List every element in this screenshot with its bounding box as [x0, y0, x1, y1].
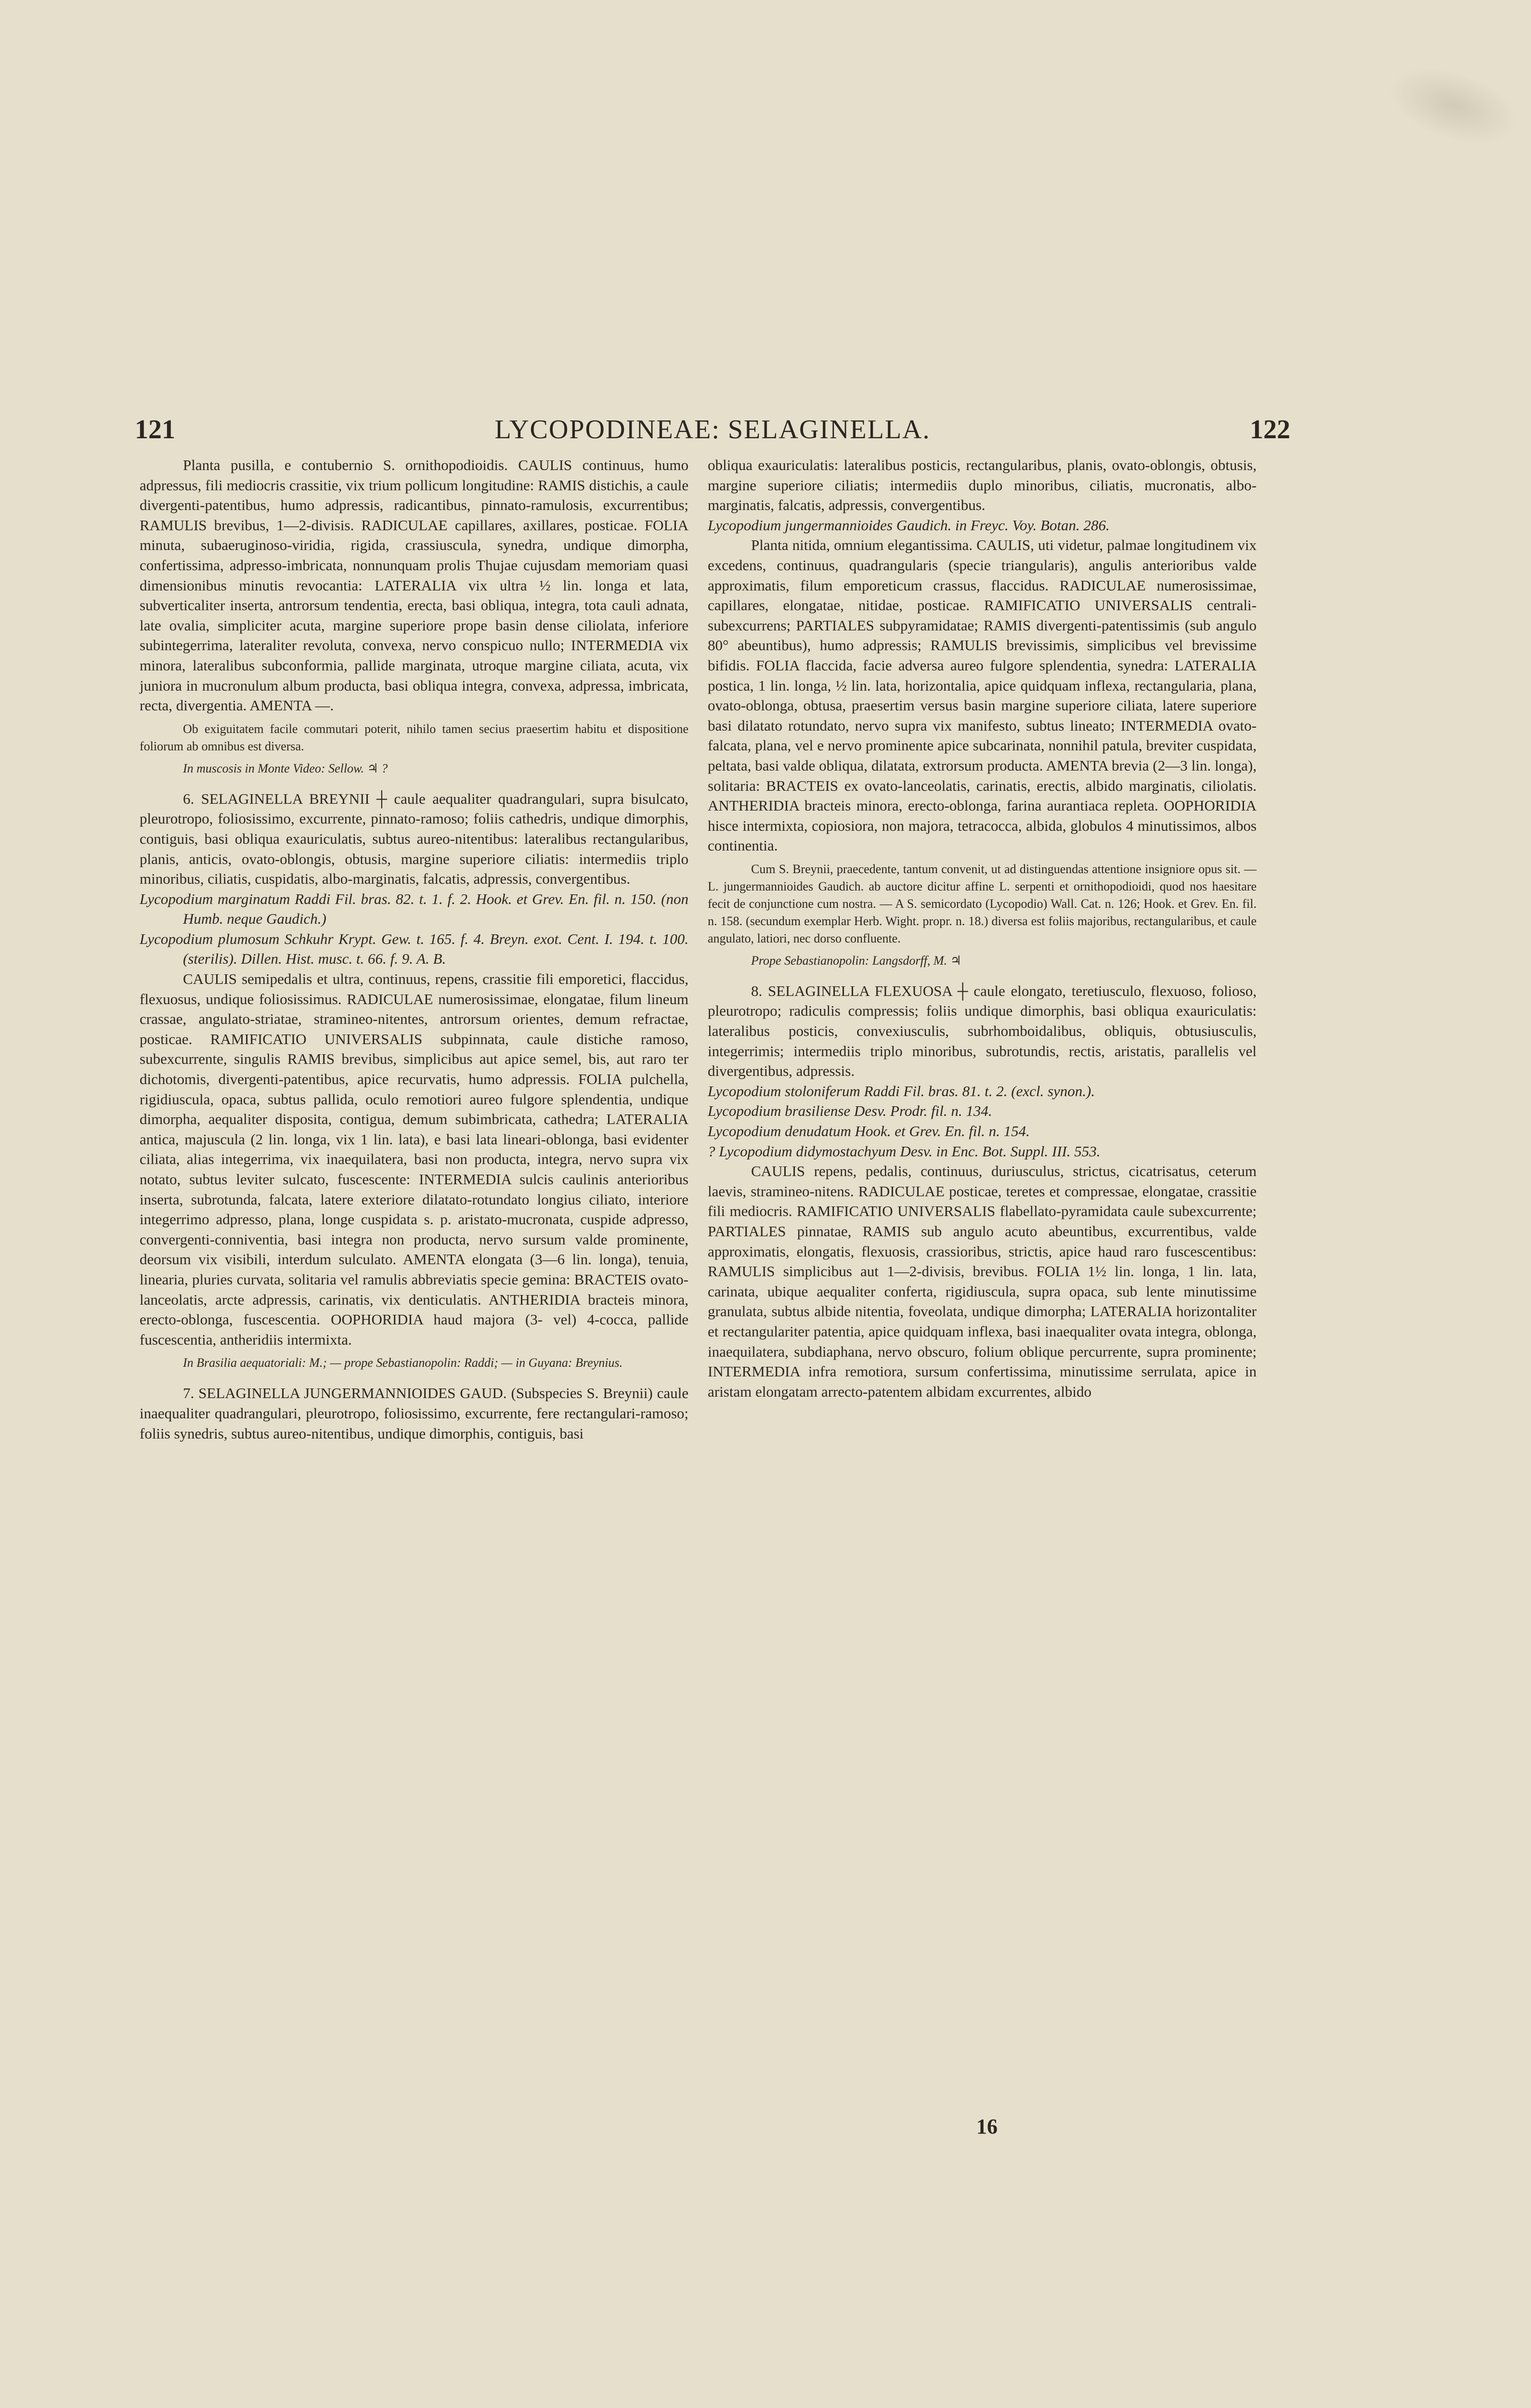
page-header — [135, 414, 1290, 458]
synonym: Lycopodium marginatum Raddi Fil. bras. 82. t. 1. f. 2. Hook. et Grev. En. fil. n. 150. (non Humb. neque Gaudich.) — [140, 890, 688, 928]
synonym: Lycopodium plumosum Schkuhr Krypt. Gew. t. 165. f. 4. Breyn. exot. Cent. I. 194. t. 100. (sterilis). Dillen. Hist. musc. t. 66. f. 9. A. B. — [140, 930, 688, 968]
species-7-diagnosis-continued: obliqua exauriculatis: lateralibus posticis, rectangularibus, planis, ovato-oblongis, obtusis, margine superiore ciliatis; intermediis duplo minoribus, ciliatis, mucronatis, albo-marginatis, falcatis, adpressis, convergentibus. — [708, 457, 1257, 514]
locality: In muscosis in Monte Video: Sellow. ♃ ? — [183, 761, 388, 775]
description-paragraph: Planta pusilla, e contubernio S. ornithopodioidis. CAULIS continuus, humo adpressus, fili mediocris crassitie, vix trium pollicum longitudine: RAMIS distichis, a caule divergenti-patentibus, humo adpressis, radicantibus, pinnato-ramulosis, excurrentibus; RAMULIS brevibus, 1—2-divisis. RADICULAE capillares, axillares, posticae. FOLIA minuta, subaeruginoso-viridia, rigida, crassiuscula, synedra, undique dimorpha, confertissima, adpresso-imbricata, nonnunquam prolis Thujae cujusdam memoriam quasi dimensionibus minutis revocantia: LATERALIA vix ultra ½ lin. longa et lata, subverticaliter inserta, antrorsum tendentia, erecta, basi obliqua, integra, tota cauli adnata, late ovalia, simpliciter acuta, margine superiore prope basin dense ciliolata, inferiore subintegerrima, lateraliter revoluta, convexa, nervo conspicuo nullo; INTERMEDIA vix minora, lateralibus subconformia, pallide marginata, utroque margine ciliata, acuta, vix juniora in mucronulum album producta, basi obliqua integra, convexa, adpressa, imbricata, recta, divergentia. AMENTA —. — [140, 457, 688, 714]
species-7-description: Planta nitida, omnium elegantissima. CAULIS, uti videtur, palmae longitudinem vix excedens, continuus, quadrangularis (specie triangularis), angulis anterioribus valde approximatis, filum emporeticum crassus, flaccidus. RADICULAE numerosissimae, capillares, elongatae, nitidae, posticae. RAMIFICATIO UNIVERSALIS centrali-subexcurrens; PARTIALES subpyramidatae; RAMIS divergenti-patentissimis (sub angulo 80° abeuntibus), humo adpressis; RAMULIS brevissimis, simplicibus vel brevissime bifidis. FOLIA flaccida, facie adversa aureo fulgore splendentia, synedra: LATERALIA postica, 1 lin. longa, ½ lin. lata, horizontalia, apice quidquam inflexa, rectangularia, plana, ovato-oblonga, obtusa, praesertim versus basin margine superiore ciliata, latere superiore basi dilatato rotundato, nervo supra vix manifesto, subtus lineato; INTERMEDIA ovato-falcata, plana, vel e nervo prominente apice subcarinata, nonnihil patula, breviter cuspidata, peltata, basi valde obliqua, dilatata, extrorsum producta. AMENTA brevia (2—3 lin. longa), solitaria: BRACTEIS ex ovato-lanceolatis, carinatis, erectis, albido marginatis, ciliolatis. ANTHERIDIA bracteis minora, erecto-oblonga, farina aurantiaca repleta. OOPHORIDIA hisce intermixta, copiosiora, non majora, tetracocca, albida, globulos 4 minutissimos, albos continentia. — [708, 537, 1257, 854]
left-page-number: 121 — [135, 415, 175, 445]
synonym: Lycopodium stoloniferum Raddi Fil. bras. 81. t. 2. (excl. synon.). — [708, 1082, 1095, 1099]
paper-smudge — [1379, 53, 1529, 159]
signature-mark: 16 — [976, 2115, 998, 2138]
synonym: Lycopodium brasiliense Desv. Prodr. fil. n. 134. — [708, 1102, 992, 1120]
species-8-heading: 8. SELAGINELLA FLEXUOSA ┼ caule elongato, teretiusculo, flexuoso, folioso, pleurotropo; radiculis compressis; foliis undique dimorphis, basi obliqua exauriculatis: lateralibus posticis, convexiusculis, subrhomboidalibus, obliquis, obtusiusculis, integerrimis; intermediis triplo minoribus, subrotundis, rectis, aristatis, parallelis vel divergentibus, adpressis. — [708, 982, 1257, 1080]
right-column — [708, 455, 1257, 1401]
synonym: Lycopodium jungermannioides Gaudich. in Freyc. Voy. Botan. 286. — [708, 516, 1110, 534]
right-page-number: 122 — [1250, 415, 1290, 445]
left-column — [140, 455, 688, 1443]
locality: In Brasilia aequatoriali: M.; — prope Sebastianopolin: Raddi; — in Guyana: Breynius. — [183, 1356, 623, 1370]
species-6-heading: 6. SELAGINELLA BREYNII ┼ caule aequaliter quadrangulari, supra bisulcato, pleurotropo, foliosissimo, excurrente, pinnato-ramoso; foliis cathedris, undique dimorphis, contiguis, basi obliqua exauriculatis, subtus aureo-nitentibus: lateralibus rectangularibus, planis, anticis, ovato-oblongis, obtusis, margine superiore ciliatis: intermediis triplo minoribus, ciliatis, cuspidatis, albo-marginatis, falcatis, adpressis, convergentibus. — [140, 790, 688, 888]
species-8-description: CAULIS repens, pedalis, continuus, duriusculus, strictus, cicatrisatus, ceterum laevis, stramineo-nitens. RADICULAE posticae, teretes et compressae, elongatae, crassitie fili mediocris. RAMIFICATIO UNIVERSALIS flabellato-pyramidata caule subexcurrente; PARTIALES pinnatae, RAMIS sub angulo acuto abeuntibus, excurrentibus, valde approximatis, elongatis, flexuosis, crassioribus, strictis, apice haud raro fuscescentibus: RAMULIS simplicibus aut 1—2-divisis, brevibus. FOLIA 1½ lin. longa, 1 lin. lata, carinata, ubique aequaliter conferta, rigidiuscula, supra opaca, sub lente minutissime granulata, subtus albide nitentia, foveolata, undique dimorpha; LATERALIA horizontaliter et rectangulariter patentia, apice quidquam inflexa, basi inaequaliter ovata integra, oblonga, inaequilatera, subdiaphana, nervo obscuro, folium oblique percurrente, supra prominente; INTERMEDIA infra remotiora, sursum confertissima, minutissime serrulata, apice in aristam elongatam arrecto-patentem albidam excurrentes, albido — [708, 1163, 1257, 1400]
note-paragraph: Ob exiguitatem facile commutari poterit, nihilo tamen secius praesertim habitu et dispositione foliorum ab omnibus est diversa. — [140, 721, 688, 753]
synonym: ? Lycopodium didymostachyum Desv. in Enc. Bot. Suppl. III. 553. — [708, 1142, 1101, 1160]
species-7-heading: 7. SELAGINELLA JUNGERMANNIOIDES GAUD. (Subspecies S. Breynii) caule inaequaliter quadrangulari, pleurotropo, foliosissimo, excurrente, fere rectangulari-ramoso; foliis synedris, subtus aureo-nitentibus, undique dimorphis, contiguis, basi — [140, 1385, 688, 1442]
running-title: LYCOPODINEAE: SELAGINELLA. — [494, 415, 931, 445]
species-6-description: CAULIS semipedalis et ultra, continuus, repens, crassitie fili emporetici, flaccidus, flexuosus, undique foliosissimus. RADICULAE numerosissimae, elongatae, filum lineum crassae, angulato-striatae, stramineo-nitentes, antrorsum orientes, demum refractae, posticae. RAMIFICATIO UNIVERSALIS subpinnata, caule distiche ramoso, subexcurrente, singulis RAMIS brevibus, simplicibus aut apice semel, bis, aut raro ter dichotomis, divergenti-patentibus, apice recurvatis, humo adpressis. FOLIA pulchella, rigidiuscula, opaca, subtus pallida, oculo remotiori aureo fulgore splendentia, undique dimorpha, aequaliter disposita, contigua, demum subimbricata, cathedra; LATERALIA antica, majuscula (2 lin. longa, vix 1 lin. lata), e basi lata lineari-oblonga, basi evidenter ciliata, alias integerrima, vix inaequilatera, basi non producta, integra, nervo supra vix notato, subtus leviter sulcato, fuscescente: INTERMEDIA sulcis caulinis anterioribus inserta, subrotunda, falcata, latere exteriore dilatato-rotundato longius ciliato, interiore integerrimo adpresso, plana, longe cuspidata s. p. aristato-mucronata, cuspide adpresso, convergenti-conniventia, basi integra non producta, nervo sursum valde prominente, deorsum vix visibili, interdum sulculato. AMENTA elongata (3—6 lin. longa), tenuia, linearia, pluries curvata, solitaria vel ramulis abbreviatis specie gemina: BRACTEIS ovato-lanceolatis, arcte adpressis, carinatis, vix denticulatis. ANTHERIDIA bracteis minora, erecto-oblonga, fuscescentia. OOPHORIDIA haud majora (3- vel) 4-cocca, pallide fuscescentia, antheridiis intermixta. — [140, 970, 688, 1348]
note-paragraph: Cum S. Breynii, praecedente, tantum convenit, ut ad distinguendas attentione insigniore opus sit. — L. jungermannioides Gaudich. ab auctore dicitur affine L. serpenti et ornithopodioidi, quod nos haesitare fecit de conjunctione cum nostra. — A S. semicordato (Lycopodio) Wall. Cat. n. 126; Hook. et Grev. En. fil. n. 158. (secundum exemplar Herb. Wight. propr. n. 18.) diversa est foliis majoribus, rectangularibus, et caule angulato, latiori, nec dorso confluente. — [708, 862, 1257, 945]
locality: Prope Sebastianopolin: Langsdorff, M. ♃ — [751, 953, 961, 968]
synonym: Lycopodium denudatum Hook. et Grev. En. fil. n. 154. — [708, 1123, 1030, 1140]
